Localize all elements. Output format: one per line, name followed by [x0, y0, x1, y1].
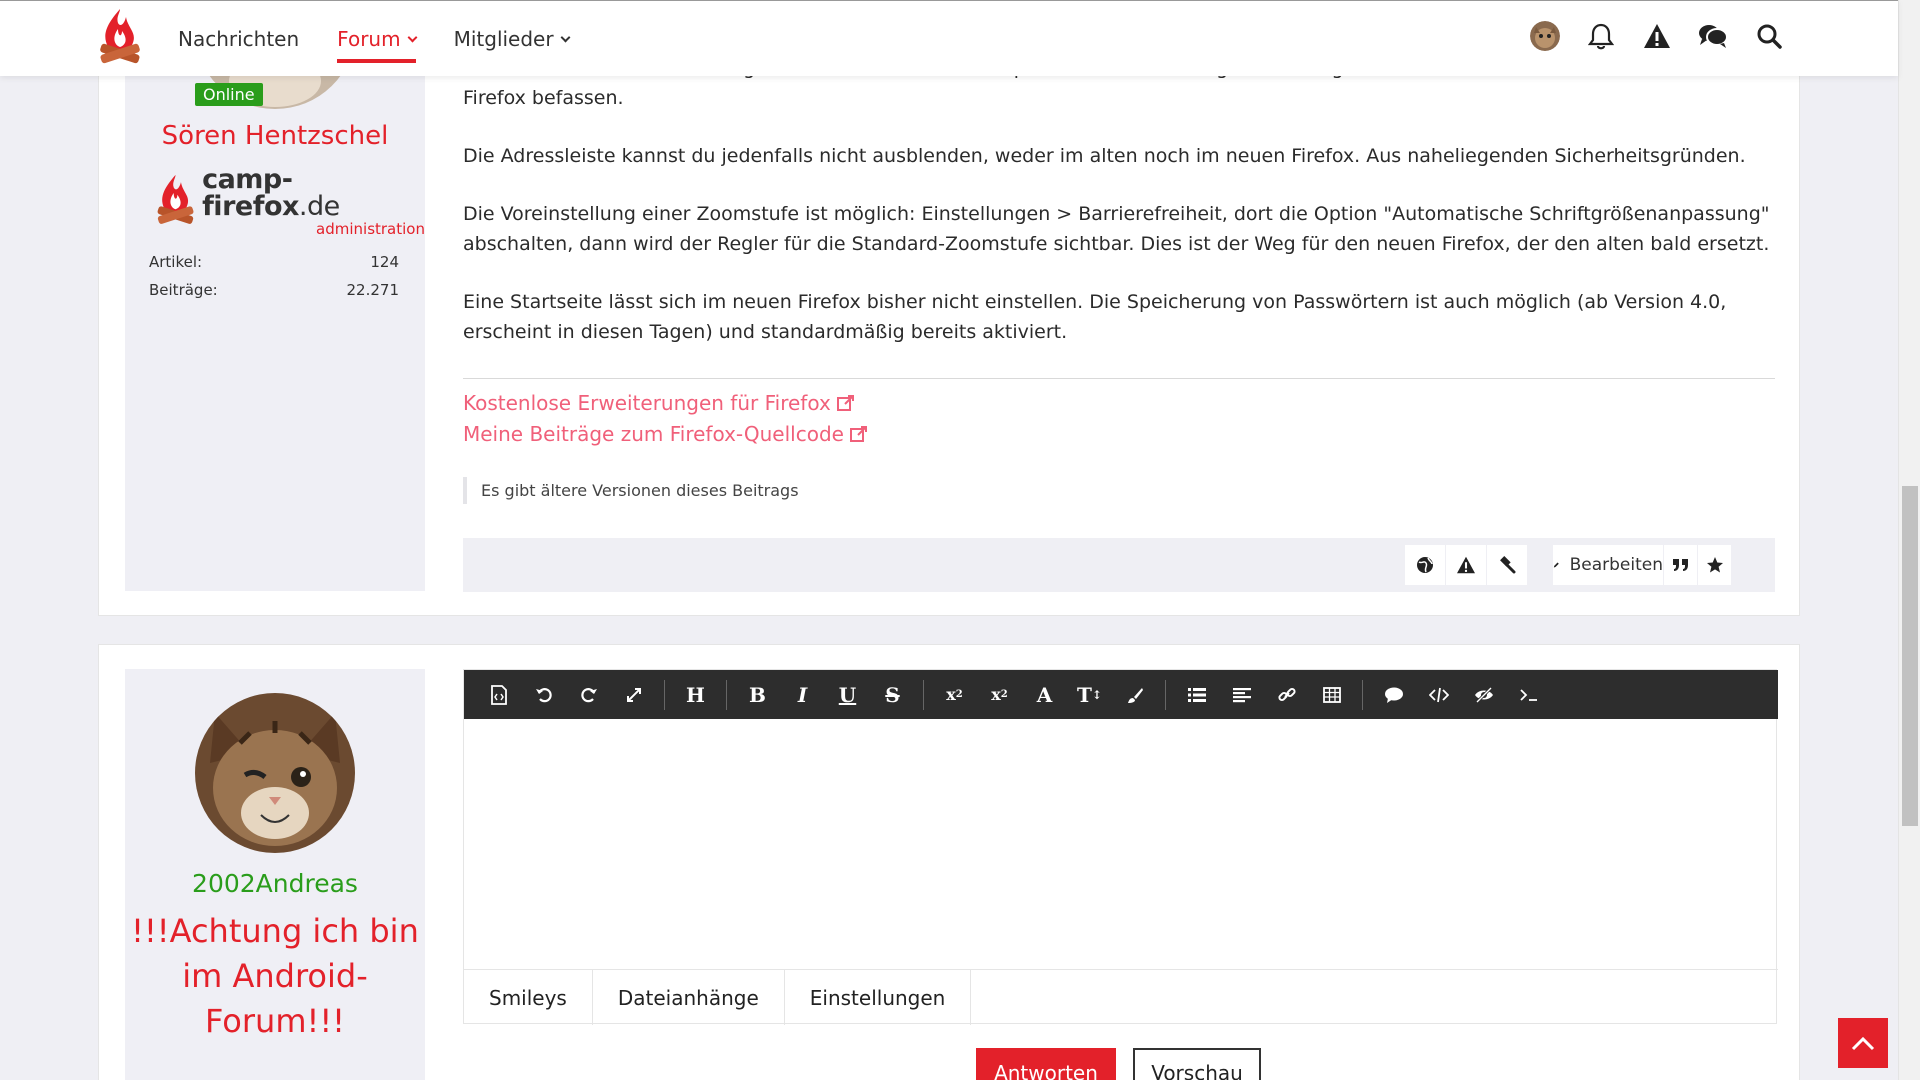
toolbar-separator [1362, 680, 1363, 710]
stat-row: Artikel: 124 [149, 253, 399, 271]
site-header [0, 0, 1898, 76]
editor-toolbar [464, 670, 1778, 719]
font-size-icon[interactable]: T ↕ [1077, 682, 1102, 707]
toolbar-separator [1165, 680, 1166, 710]
tab-smileys[interactable]: Smileys [464, 970, 593, 1025]
strikethrough-icon[interactable]: S [885, 682, 900, 707]
reply-user-sidebar [125, 669, 425, 1080]
post-author-sidebar [125, 1, 425, 591]
reply-editor [463, 669, 1777, 1024]
undo-icon[interactable] [521, 670, 566, 719]
reply-user-avatar[interactable] [195, 693, 355, 853]
globe-button[interactable] [1405, 545, 1445, 585]
chevron-up-icon [1851, 1035, 1875, 1051]
external-link-icon [850, 425, 868, 443]
globe-icon [1416, 556, 1434, 574]
table-icon[interactable] [1309, 670, 1354, 719]
heading-icon[interactable]: H [686, 682, 705, 707]
nav-label: Forum [337, 27, 401, 51]
toolbar-separator [726, 680, 727, 710]
post-paragraph: Die Voreinstellung einer Zoomstufe ist möglich: Einstellungen > Barrierefreiheit, dort die Option "Automatische Schriftgrößenanpassung" abschalten, dann wird der Regler für die Standard-Zoomstufe sichtbar. Dies ist der Weg für den neuen Firefox, der den alten bald ersetzt. [463, 203, 1770, 255]
list-icon[interactable] [1174, 670, 1219, 719]
warning-icon [1456, 556, 1476, 574]
chat-icon[interactable] [1698, 21, 1728, 51]
author-stats [149, 253, 399, 309]
scroll-to-top-button[interactable] [1838, 1018, 1888, 1068]
pencil-icon [1553, 557, 1560, 573]
quote-icon [1672, 557, 1690, 573]
tab-dateianhaenge[interactable]: Dateianhänge [593, 970, 785, 1025]
quote-icon[interactable] [1371, 670, 1416, 719]
editor-content-area[interactable] [464, 719, 1776, 969]
quote-button[interactable] [1664, 545, 1697, 585]
flame-logo-icon [155, 173, 196, 231]
nav-item-mitglieder[interactable] [454, 1, 569, 77]
preview-button[interactable]: Vorschau [1133, 1048, 1261, 1080]
gavel-icon [1498, 556, 1516, 574]
superscript-icon[interactable]: x 2 [991, 685, 1008, 704]
align-icon[interactable] [1219, 670, 1264, 719]
post-paragraph: Die Adressleiste kannst du jedenfalls nicht ausblenden, weder im alten noch im neuen Firefox. Aus naheliegenden Sicherheitsgründen. [463, 145, 1746, 167]
link-icon[interactable] [1264, 670, 1309, 719]
stat-row: Beiträge: 22.271 [149, 281, 399, 299]
source-icon[interactable] [476, 670, 521, 719]
submit-reply-button[interactable]: Antworten [976, 1048, 1116, 1080]
signature-divider [463, 378, 1775, 379]
toolbar-separator [664, 680, 665, 710]
toolbar-separator [923, 680, 924, 710]
author-name[interactable]: Sören Hentzschel [161, 121, 389, 151]
header-icons [1530, 21, 1784, 51]
post-paragraph: Firefox befassen. [463, 87, 624, 109]
report-button[interactable] [1446, 545, 1486, 585]
edit-button[interactable]: Bearbeiten [1553, 545, 1663, 585]
italic-icon[interactable]: I [797, 682, 808, 707]
code-icon[interactable] [1416, 670, 1461, 719]
fullscreen-icon[interactable] [611, 670, 656, 719]
reply-user-name[interactable]: 2002Andreas [192, 869, 358, 898]
nav-item-forum[interactable] [337, 1, 415, 77]
reply-user-title: !!!Achtung ich bin im Android-Forum!!! [131, 912, 419, 1040]
page-scrollbar[interactable] [1898, 0, 1920, 1080]
underline-icon[interactable]: U [838, 682, 857, 707]
moderate-button[interactable] [1487, 545, 1527, 585]
post-action-bar [463, 538, 1775, 592]
redo-icon[interactable] [566, 670, 611, 719]
signature-link[interactable]: Meine Beiträge zum Firefox-Quellcode [463, 422, 868, 446]
chevron-down-icon [560, 32, 570, 42]
favorite-button[interactable] [1698, 545, 1731, 585]
post-card [98, 0, 1800, 616]
older-versions-link[interactable]: Es gibt ältere Versionen dieses Beitrags [463, 477, 813, 504]
editor-tabs [464, 969, 1778, 1025]
post-paragraph: Eine Startseite lässt sich im neuen Firefox bisher nicht einstellen. Die Speicherung von Passwörtern ist auch möglich (ab Version 4.0, erscheint in diesen Tagen) und standardmäßig bereits aktiviert. [463, 291, 1727, 343]
inline-code-icon[interactable] [1506, 670, 1551, 719]
bell-icon[interactable] [1586, 21, 1616, 51]
reply-card [98, 644, 1800, 1080]
scrollbar-thumb[interactable] [1902, 486, 1918, 826]
brand-name: camp-firefox.de [202, 164, 340, 222]
nav-item-nachrichten[interactable] [178, 1, 299, 77]
nav-label: Mitglieder [453, 27, 554, 51]
font-icon[interactable]: A [1036, 682, 1053, 707]
external-link-icon [837, 394, 855, 412]
tab-einstellungen[interactable]: Einstellungen [785, 970, 972, 1025]
spoiler-icon[interactable] [1461, 670, 1506, 719]
main-nav [178, 1, 607, 77]
nav-label: Nachrichten [178, 27, 300, 51]
brand-role: administration [316, 220, 425, 238]
warning-icon[interactable] [1642, 21, 1672, 51]
bold-icon[interactable]: B [749, 682, 766, 707]
user-avatar[interactable] [1530, 21, 1560, 51]
site-logo-icon[interactable] [98, 7, 142, 71]
author-rank-badge [155, 166, 425, 237]
star-icon [1706, 556, 1724, 574]
search-icon[interactable] [1754, 21, 1784, 51]
signature-link[interactable]: Kostenlose Erweiterungen für Firefox [463, 391, 855, 415]
subscript-icon[interactable]: x 2 [946, 685, 963, 704]
color-icon[interactable] [1112, 670, 1157, 719]
chevron-down-icon [407, 32, 417, 42]
online-badge: Online [195, 83, 263, 106]
